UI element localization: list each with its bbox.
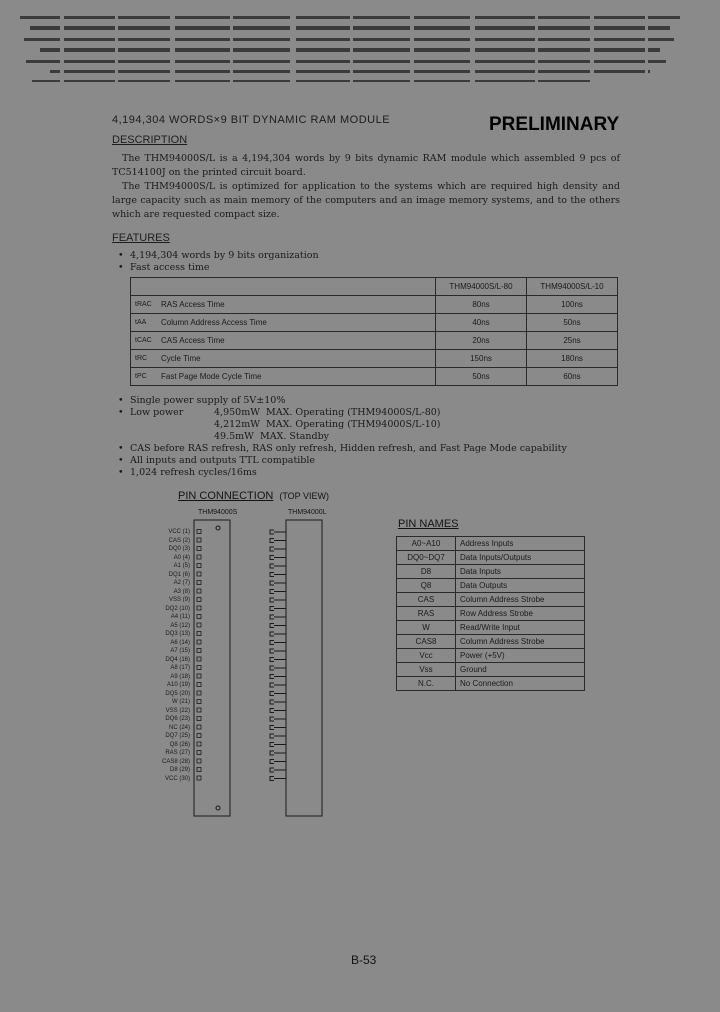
pin-label: D8 (29) [169, 767, 190, 773]
page-number: B-53 [351, 953, 377, 967]
feature-item: • Single power supply of 5V±10% [118, 395, 286, 406]
pin-label: VSS (22) [165, 707, 190, 714]
pin-pad [197, 657, 201, 661]
pin-pad [197, 547, 201, 551]
pin-lead-bend [270, 649, 274, 653]
pin-name-row [397, 579, 585, 593]
pin-name-row [397, 677, 585, 691]
pin-label: A4 (11) [170, 614, 190, 620]
pin-lead-bend [270, 547, 274, 551]
pin-name-row [397, 607, 585, 621]
table-row: tPC Fast Page Mode Cycle Time 50ns 60ns [131, 368, 618, 386]
pin-function: Column Address Strobe [456, 635, 585, 649]
pin-symbol: Vss [397, 663, 456, 677]
pin-label: Q8 (26) [169, 741, 190, 748]
pin-lead-bend [270, 734, 274, 738]
preliminary-label: PRELIMINARY [489, 114, 620, 135]
pin-pad [197, 538, 201, 542]
pin-label: W (21) [172, 699, 190, 705]
pin-pad [197, 632, 201, 636]
pin-symbol: Vcc [397, 649, 456, 663]
pin-label: DQ0 (3) [168, 546, 190, 552]
pin-pad [197, 598, 201, 602]
pin-symbol: CAS [397, 593, 456, 607]
pin-symbol: DQ0~DQ7 [397, 551, 456, 565]
pin-lead-bend [270, 692, 274, 696]
pin-pad [197, 581, 201, 585]
pin-pad [197, 691, 201, 695]
pin-name-row [397, 593, 585, 607]
pin-lead-bend [270, 530, 274, 534]
column-header: THM94000S/L-10 [527, 278, 618, 296]
description-heading: DESCRIPTION [112, 134, 188, 146]
pin-names-table [396, 536, 585, 691]
pin-label: A3 (8) [173, 588, 190, 595]
pin-pad [197, 606, 201, 610]
pin-name-row [397, 649, 585, 663]
pin-label: DQ1 (6) [168, 571, 190, 578]
scan-noise-band [20, 14, 700, 94]
pin-lead-bend [270, 624, 274, 628]
module-l-label: THM94000L [288, 509, 327, 516]
pin-pad [197, 640, 201, 644]
pin-connection-heading: PIN CONNECTION (TOP VIEW) [178, 490, 330, 502]
feature-item: • CAS before RAS refresh, RAS only refresh, Hidden refresh, and Fast Page Mode capability [118, 443, 567, 454]
pin-lead-bend [270, 709, 274, 713]
pin-pad [197, 708, 201, 712]
pin-pad [197, 776, 201, 780]
pin-label: VSS (9) [168, 597, 190, 603]
pin-name-row [397, 621, 585, 635]
pin-pad [197, 555, 201, 559]
pin-lead-bend [270, 666, 274, 670]
pin-pad [197, 649, 201, 653]
pin-lead-bend [270, 556, 274, 560]
pin-lead-bend [270, 743, 274, 747]
pin-label: DQ3 (13) [165, 631, 190, 637]
pin-lead-bend [270, 751, 274, 755]
pin-label: CAS8 (28) [161, 758, 190, 765]
pin-lead-bend [270, 590, 274, 594]
pin-pad [197, 666, 201, 670]
pin-label: A0 (4) [173, 554, 190, 561]
pin-label: A8 (17) [170, 665, 190, 671]
table-row: tRAC RAS Access Time 80ns 100ns [131, 296, 618, 314]
power-line: 4,950mW MAX. Operating (THM94000S/L-80) [214, 407, 441, 418]
table-row: tRC Cycle Time 150ns 180ns [131, 350, 618, 368]
pin-label: A2 (7) [173, 580, 190, 586]
pin-label: A7 (15) [170, 648, 190, 654]
table-header-row [131, 278, 618, 296]
pin-lead-bend [270, 607, 274, 611]
pin-function: Column Address Strobe [456, 593, 585, 607]
pin-name-row [397, 537, 585, 551]
pin-label: DQ5 (20) [165, 690, 190, 697]
feature-item: • Low power [118, 407, 184, 418]
pin-pad [197, 751, 201, 755]
pin-function: Ground [456, 663, 585, 677]
power-line: 4,212mW MAX. Operating (THM94000S/L-10) [214, 419, 441, 430]
pin-pad [197, 530, 201, 534]
pin-pad [197, 674, 201, 678]
pin-name-row [397, 635, 585, 649]
pin-name-row [397, 663, 585, 677]
pin-label: DQ7 (25) [165, 733, 190, 739]
power-line: 49.5mW MAX. Standby [214, 431, 330, 442]
feature-item: • Fast access time [118, 262, 210, 273]
module-s-label: THM94000S [198, 509, 238, 516]
pin-pad [197, 564, 201, 568]
pin-pad [197, 683, 201, 687]
feature-item: • 4,194,304 words by 9 bits organization [118, 250, 319, 261]
pin-pad [197, 725, 201, 729]
pin-lead-bend [270, 717, 274, 721]
table-row: tCAC CAS Access Time 20ns 25ns [131, 332, 618, 350]
pin-lead-bend [270, 573, 274, 577]
module-outline-diagram [190, 518, 350, 820]
document-title: 4,194,304 WORDS×9 BIT DYNAMIC RAM MODULE [112, 114, 391, 126]
pin-pad [197, 572, 201, 576]
pin-label: VCC (30) [164, 775, 190, 782]
pin-pad [197, 623, 201, 627]
pin-pad [197, 615, 201, 619]
pin-pad [197, 589, 201, 593]
pin-lead-bend [270, 726, 274, 730]
pin-label: RAS (27) [165, 750, 190, 756]
pin-function: Read/Write Input [456, 621, 585, 635]
pin-name-row [397, 551, 585, 565]
pin-label: A10 (19) [166, 682, 190, 688]
pin-name-row [397, 565, 585, 579]
pin-lead-bend [270, 777, 274, 781]
pin-label: DQ2 (10) [165, 605, 190, 612]
pin-label: DQ4 (16) [165, 656, 190, 663]
pin-lead-bend [270, 581, 274, 585]
pin-lead-bend [270, 539, 274, 543]
pin-lead-bend [270, 598, 274, 602]
pin-lead-bend [270, 564, 274, 568]
pin-label-list [132, 528, 190, 783]
pin-symbol: RAS [397, 607, 456, 621]
feature-item: • All inputs and outputs TTL compatible [118, 455, 316, 466]
pin-function: Row Address Strobe [456, 607, 585, 621]
pin-pad [197, 700, 201, 704]
pin-lead-bend [270, 675, 274, 679]
pin-pad [197, 759, 201, 763]
feature-item: • 1,024 refresh cycles/16ms [118, 467, 257, 478]
pin-symbol: A0~A10 [397, 537, 456, 551]
pin-lead-bend [270, 700, 274, 704]
access-time-table [130, 277, 618, 386]
pin-symbol: W [397, 621, 456, 635]
pin-label: CAS (2) [168, 537, 190, 544]
pin-pad [197, 717, 201, 721]
pin-pad [197, 734, 201, 738]
pin-pad [197, 768, 201, 772]
features-heading: FEATURES [112, 232, 170, 244]
description-paragraph-1: The THM94000S/L is a 4,194,304 words by 9 bits dynamic RAM module which assembled 9 pcs of TC514100J on the printed circuit board. [112, 153, 620, 178]
pin-names-heading: PIN NAMES [398, 518, 459, 530]
pin-label: NC (24) [168, 724, 190, 731]
pin-lead-bend [270, 632, 274, 636]
pin-label: A6 (14) [170, 639, 190, 646]
pin-lead-bend [270, 615, 274, 619]
pin-pad [197, 742, 201, 746]
pin-function: Power (+5V) [456, 649, 585, 663]
pin-lead-bend [270, 658, 274, 662]
pin-function: Data Outputs [456, 579, 585, 593]
pin-symbol: D8 [397, 565, 456, 579]
pin-symbol: N.C. [397, 677, 456, 691]
pin-lead-bend [270, 641, 274, 645]
column-header: THM94000S/L-80 [436, 278, 527, 296]
pin-function: Data Inputs/Outputs [456, 551, 585, 565]
pin-lead-bend [270, 768, 274, 772]
pin-label: A1 (5) [173, 563, 190, 569]
description-paragraph-2: The THM94000S/L is optimized for application to the systems which are required high density and large capacity such as main memory of the computers and an image memory systems, and to the others which are requested compact size. [112, 181, 620, 220]
pin-function: Data Inputs [456, 565, 585, 579]
pin-symbol: Q8 [397, 579, 456, 593]
pin-function: Address Inputs [456, 537, 585, 551]
pin-lead-bend [270, 760, 274, 764]
pin-label: VCC (1) [168, 529, 190, 535]
pin-label: DQ6 (23) [165, 716, 190, 722]
pin-lead-bend [270, 683, 274, 687]
pin-symbol: CAS8 [397, 635, 456, 649]
pin-label: A9 (18) [170, 673, 190, 680]
pin-label: A5 (12) [170, 622, 190, 629]
pin-function: No Connection [456, 677, 585, 691]
table-row: tAA Column Address Access Time 40ns 50ns [131, 314, 618, 332]
